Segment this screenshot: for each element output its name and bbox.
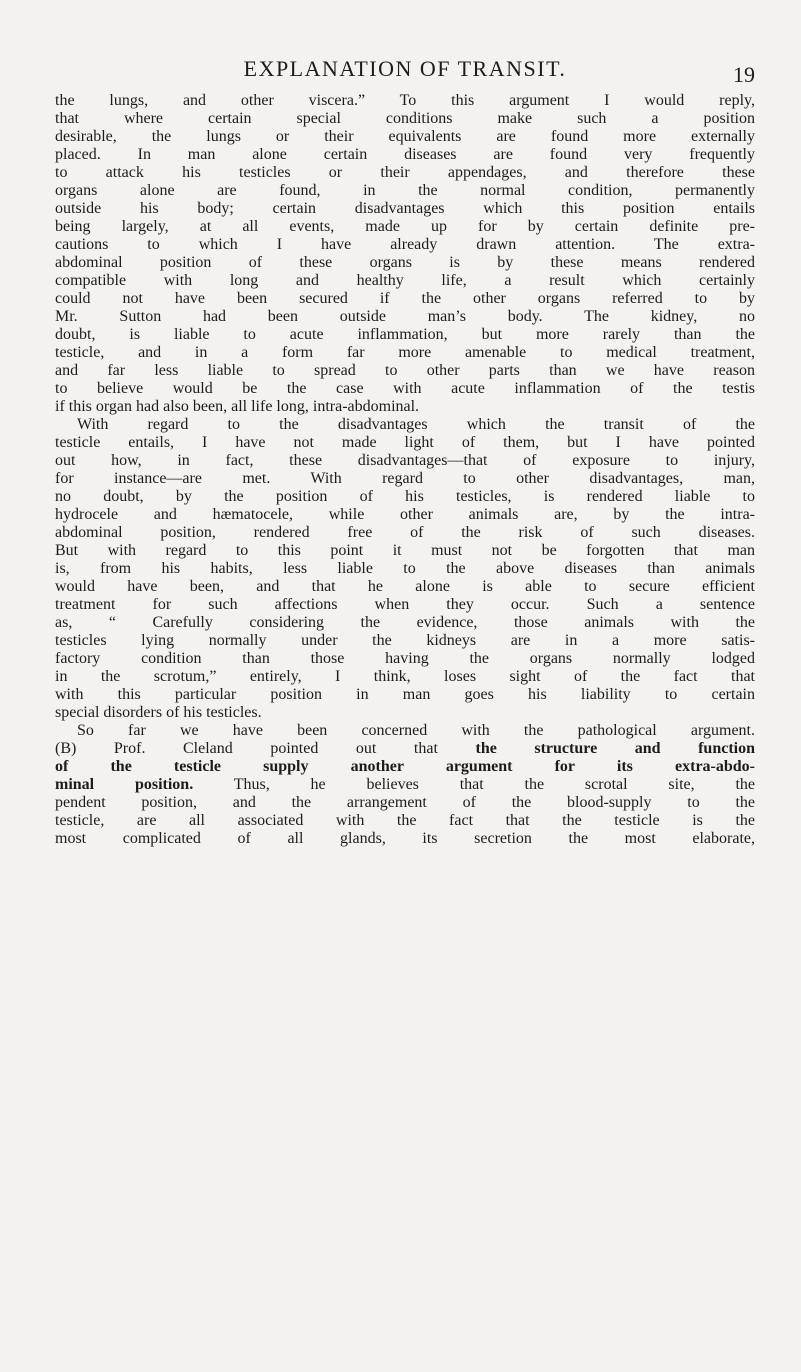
page-number: 19 <box>733 62 755 87</box>
text-line: organs alone are found, in the normal condition, permanently <box>55 182 755 199</box>
text-line: treatment for such affections when they occur. Such a sentence <box>55 596 755 613</box>
text-line: the lungs, and other viscera.” To this argument I would reply, <box>55 92 755 109</box>
text-line: abdominal position of these organs is by these means rendered <box>55 254 755 271</box>
bold-text-run: minal position. <box>55 776 194 793</box>
text-line: with this particular position in man goes his liability to certain <box>55 686 755 703</box>
text-line: most complicated of all glands, its secretion the most elaborate, <box>55 830 755 847</box>
text-line: special disorders of his testicles. <box>55 704 262 721</box>
text-line: doubt, is liable to acute inflammation, but more rarely than the <box>55 326 755 343</box>
text-line: testicle entails, I have not made light of them, but I have pointed <box>55 434 755 451</box>
text-line: and far less liable to spread to other parts than we have reason <box>55 362 755 379</box>
text-line: Mr. Sutton had been outside man’s body. The kidney, no <box>55 308 755 325</box>
text-line: as, “ Carefully considering the evidence, those animals with the <box>55 614 755 631</box>
text-line: testicle, and in a form far more amenable to medical treatment, <box>55 344 755 361</box>
text-line: would have been, and that he alone is able to secure efficient <box>55 578 755 595</box>
text-line: placed. In man alone certain diseases are found very frequently <box>55 146 755 163</box>
text-line: that where certain special conditions make such a position <box>55 110 755 127</box>
text-line: abdominal position, rendered free of the risk of such diseases. <box>55 524 755 541</box>
text-line: no doubt, by the position of his testicles, is rendered liable to <box>55 488 755 505</box>
bold-text-run: the structure and function <box>475 740 756 757</box>
text-line: hydrocele and hæmatocele, while other animals are, by the intra- <box>55 506 755 523</box>
text-line: factory condition than those having the organs normally lodged <box>55 650 755 667</box>
body-text <box>55 92 755 848</box>
text-line: of the testicle supply another argument for its extra-abdo- <box>55 758 755 775</box>
text-line: testicles lying normally under the kidneys are in a more satis- <box>55 632 755 649</box>
text-line: to attack his testicles or their appendages, and therefore these <box>55 164 755 181</box>
running-head <box>55 52 755 92</box>
book-page <box>55 52 755 848</box>
text-line: being largely, at all events, made up for by certain definite pre- <box>55 218 755 235</box>
running-title: EXPLANATION OF TRANSIT. <box>243 56 567 81</box>
text-line: But with regard to this point it must not be forgotten that man <box>55 542 755 559</box>
text-line-mixed <box>55 776 755 794</box>
text-line: outside his body; certain disadvantages which this position entails <box>55 200 755 217</box>
text-line: could not have been secured if the other organs referred to by <box>55 290 755 307</box>
text-line: out how, in fact, these disadvantages—that of exposure to injury, <box>55 452 755 469</box>
text-line: cautions to which I have already drawn attention. The extra- <box>55 236 755 253</box>
text-line: desirable, the lungs or their equivalents are found more externally <box>55 128 755 145</box>
text-line: pendent position, and the arrangement of the blood-supply to the <box>55 794 755 811</box>
text-line: to believe would be the case with acute inflammation of the testis <box>55 380 755 397</box>
text-line: in the scrotum,” entirely, I think, loses sight of the fact that <box>55 668 755 685</box>
text-line: for instance—are met. With regard to other disadvantages, man, <box>55 470 755 487</box>
text-line: testicle, are all associated with the fact that the testicle is the <box>55 812 755 829</box>
text-line-mixed <box>55 740 755 758</box>
text-line: So far we have been concerned with the pathological argument. <box>77 722 755 739</box>
text-run: Thus, he believes that the scrotal site, the <box>193 776 755 793</box>
text-run: (B) Prof. Cleland pointed out that <box>55 740 476 757</box>
text-line: With regard to the disadvantages which the transit of the <box>77 416 755 433</box>
text-line: if this organ had also been, all life long, intra-abdominal. <box>55 398 420 415</box>
text-line: is, from his habits, less liable to the above diseases than animals <box>55 560 755 577</box>
text-line: compatible with long and healthy life, a result which certainly <box>55 272 755 289</box>
